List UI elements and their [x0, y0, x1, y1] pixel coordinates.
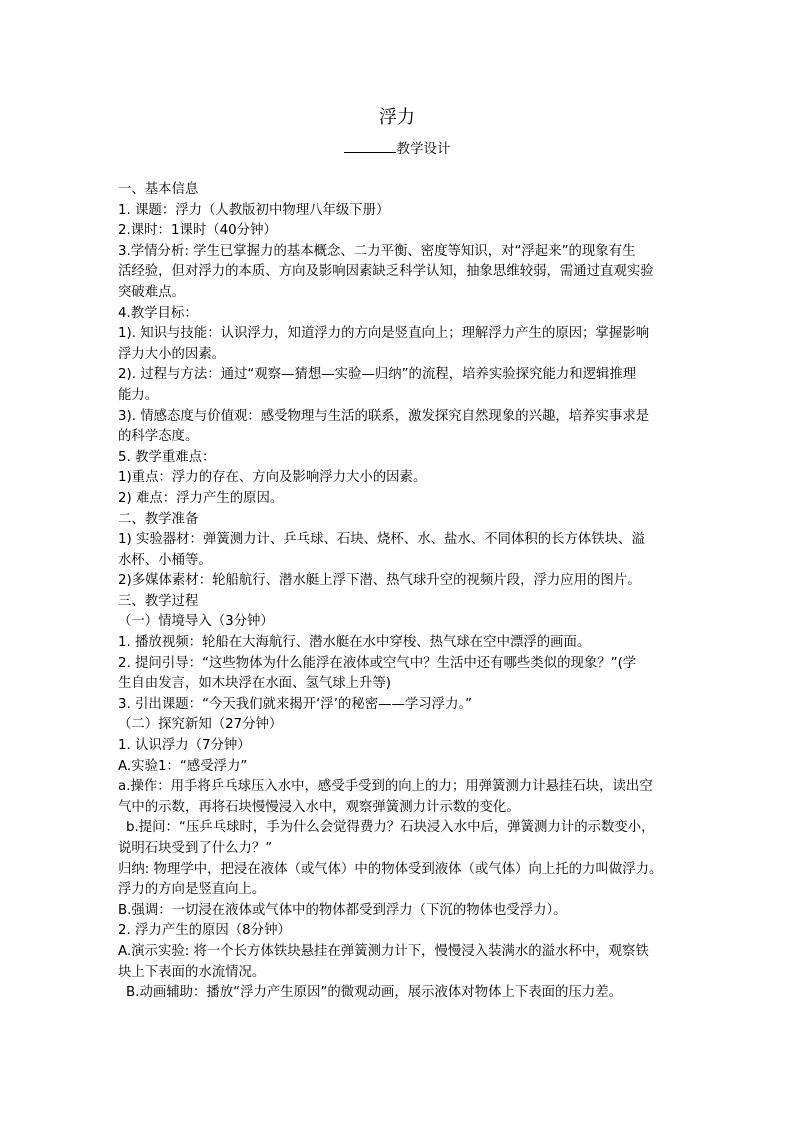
text-line: 浮力大小的因素。 — [118, 346, 226, 362]
text-line: 气中的示数，再将石块慢慢浸入水中，观察弹簧测力计示数的变化。 — [118, 799, 520, 815]
text-line: 生自由发言，如木块浮在水面、氢气球上升等) — [118, 676, 392, 692]
text-line: B.动画辅助：播放“浮力产生原因”的微观动画，展示液体对物体上下表面的压力差。 — [126, 985, 622, 1001]
text-line: 5. 教学重难点： — [118, 449, 216, 465]
text-line: 2. 提问引导：“这些物体为什么能浮在液体或空气中？生活中还有哪些类似的现象？”(学 — [118, 655, 637, 671]
text-line: （二）探究新知（27分钟） — [118, 717, 283, 733]
text-line: b.提问：“压乒乓球时，手为什么会觉得费力？石块浸入水中后，弹簧测力计的示数变小， — [126, 820, 655, 836]
subtitle-text: 教学设计 — [396, 141, 451, 157]
text-line: 一、基本信息 — [118, 182, 199, 197]
text-line: 三、教学过程 — [118, 593, 199, 609]
text-line: 3.学情分析: 学生已掌握力的基本概念、二力平衡、密度等知识，对“浮起来”的现象有生 — [118, 243, 636, 259]
text-line: 能力。 — [118, 387, 159, 403]
text-line: 1). 知识与技能：认识浮力，知道浮力的方向是竖直向上；理解浮力产生的原因；掌握影响 — [118, 326, 650, 342]
blank-underline — [344, 138, 396, 153]
text-line: 1. 播放视频：轮船在大海航行、潜水艇在水中穿梭、热气球在空中漂浮的画面。 — [118, 635, 591, 651]
text-line: 块上下表面的水流情况。 — [118, 964, 266, 980]
text-line: a.操作：用手将乒乓球压入水中，感受手受到的向上的力；用弹簧测力计悬挂石块，读出空 — [118, 779, 653, 795]
document-subtitle — [0, 138, 794, 159]
text-line: 1. 课题：浮力（人教版初中物理八年级下册） — [118, 202, 390, 218]
text-line: 2). 过程与方法：通过“观察—猜想—实验—归纳”的流程，培养实验探究能力和逻辑推理 — [118, 367, 637, 383]
text-line: 的科学态度。 — [118, 429, 199, 445]
text-line: 1) 实验器材：弹簧测力计、乒乓球、石块、烧杯、水、盐水、不同体积的长方体铁块、溢 — [118, 532, 645, 548]
text-line: 3). 情感态度与价值观：感受物理与生活的联系，激发探究自然现象的兴趣，培养实事求是 — [118, 408, 650, 424]
text-line: 说明石块受到了什么力？” — [118, 841, 273, 856]
text-line: 1. 认识浮力（7分钟） — [118, 738, 251, 754]
text-line: 2.课时：1课时（40分钟） — [118, 223, 277, 239]
text-line: 2) 难点：浮力产生的原因。 — [118, 490, 284, 506]
text-line: A.演示实验: 将一个长方体铁块悬挂在弹簧测力计下，慢慢浸入装满水的溢水杯中，观察铁 — [118, 943, 649, 959]
text-line: A.实验1：“感受浮力” — [118, 758, 248, 774]
document-body — [118, 180, 682, 1004]
text-line: 归纳: 物理学中，把浸在液体（或气体）中的物体受到液体（或气体）向上托的力叫做浮力。 — [118, 861, 663, 877]
text-line: 突破难点。 — [118, 284, 185, 300]
text-line: 二、教学准备 — [118, 511, 199, 527]
text-line: 2)多媒体素材：轮船航行、潜水艇上浮下潜、热气球升空的视频片段，浮力应用的图片。 — [118, 573, 641, 589]
text-line: （一）情境导入（3分钟） — [118, 614, 274, 630]
document-title: 浮力 — [379, 107, 415, 128]
text-line: B.强调：一切浸在液体或气体中的物体都受到浮力（下沉的物体也受浮力）。 — [118, 902, 567, 918]
text-line: 活经验，但对浮力的本质、方向及影响因素缺乏科学认知，抽象思维较弱，需通过直观实验 — [118, 264, 654, 280]
text-line: 3. 引出课题：“今天我们就来揭开‘浮’的秘密——学习浮力。” — [118, 696, 473, 712]
text-line: 4.教学目标： — [118, 305, 198, 321]
text-line: 2. 浮力产生的原因（8分钟） — [118, 923, 291, 939]
text-line: 1)重点：浮力的存在、方向及影响浮力大小的因素。 — [118, 470, 427, 486]
text-line: 浮力的方向是竖直向上。 — [118, 882, 266, 898]
text-line: 水杯、小桶等。 — [118, 552, 212, 568]
